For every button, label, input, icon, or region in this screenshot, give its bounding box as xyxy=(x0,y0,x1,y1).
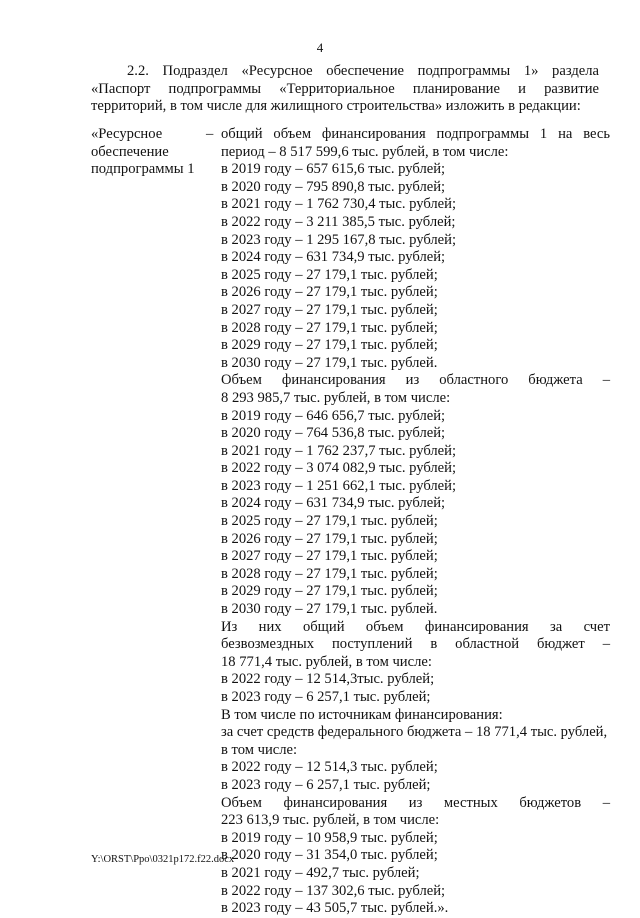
year-line: в 2030 году – 27 179,1 тыс. рублей. xyxy=(221,354,438,371)
federal-heading: в том числе: xyxy=(221,741,298,758)
total-years-list xyxy=(221,161,610,372)
year-line: в 2024 году – 631 734,9 тыс. рублей; xyxy=(221,249,446,266)
year-line: в 2019 году – 657 615,6 тыс. рублей; xyxy=(221,161,446,178)
year-line: в 2022 году – 12 514,3тыс. рублей; xyxy=(221,671,435,688)
year-line: в 2026 году – 27 179,1 тыс. рублей; xyxy=(221,530,438,547)
gratuitous-heading: Из них общий объем финансирования за счет xyxy=(221,618,610,635)
year-line: в 2023 году – 6 257,1 тыс. рублей; xyxy=(221,689,431,705)
year-line: в 2022 году – 3 074 082,9 тыс. рублей; xyxy=(221,460,457,477)
intro-line: территорий, в том числе для жилищного строительства» изложить в редакции: xyxy=(91,98,581,115)
year-line: в 2023 году – 1 295 167,8 тыс. рублей; xyxy=(221,231,457,248)
gratuitous-heading: безвозмездных поступлений в областной бюджет – xyxy=(221,636,610,653)
separator-dash: – xyxy=(206,126,214,142)
section-label xyxy=(91,126,203,179)
file-path-footer: Y:\ORST\Ppo\0321p172.f22.docx xyxy=(91,854,235,865)
label-line: обеспечение xyxy=(91,143,169,160)
intro-line: «Паспорт подпрограммы «Территориальное планирование и развитие xyxy=(91,80,599,97)
year-line: в 2023 году – 43 505,7 тыс. рублей.». xyxy=(221,900,449,917)
year-line: в 2022 году – 12 514,3 тыс. рублей; xyxy=(221,759,438,776)
local-heading: Объем финансирования из местных бюджетов – xyxy=(221,794,610,811)
label-line: подпрограммы 1 xyxy=(91,161,195,178)
year-line: в 2023 году – 6 257,1 тыс. рублей; xyxy=(221,776,431,793)
label-line: «Ресурсное xyxy=(91,126,163,142)
local-heading: 223 613,9 тыс. рублей, в том числе: xyxy=(221,812,440,829)
year-line: в 2023 году – 1 251 662,1 тыс. рублей; xyxy=(221,477,457,494)
year-line: в 2020 году – 764 536,8 тыс. рублей; xyxy=(221,425,446,442)
total-heading: период – 8 517 599,6 тыс. рублей, в том числе: xyxy=(221,143,509,160)
funding-content xyxy=(221,126,610,918)
sources-heading: В том числе по источникам финансирования: xyxy=(221,706,503,723)
year-line: в 2027 году – 27 179,1 тыс. рублей; xyxy=(221,301,438,318)
year-line: в 2024 году – 631 734,9 тыс. рублей; xyxy=(221,495,446,512)
total-heading: общий объем финансирования подпрограммы 1 на весь xyxy=(221,126,610,142)
year-line: в 2026 году – 27 179,1 тыс. рублей; xyxy=(221,284,438,301)
year-line: в 2028 году – 27 179,1 тыс. рублей; xyxy=(221,565,438,582)
year-line: в 2019 году – 10 958,9 тыс. рублей; xyxy=(221,829,438,846)
year-line: в 2022 году – 3 211 385,5 тыс. рублей; xyxy=(221,213,456,230)
year-line: в 2019 году – 646 656,7 тыс. рублей; xyxy=(221,407,446,424)
year-line: в 2021 году – 492,7 тыс. рублей; xyxy=(221,864,420,881)
intro-line: 2.2. Подраздел «Ресурсное обеспечение подпрограммы 1» раздела xyxy=(127,63,599,79)
federal-years-list xyxy=(221,759,610,794)
year-line: в 2020 году – 795 890,8 тыс. рублей; xyxy=(221,178,446,195)
year-line: в 2025 году – 27 179,1 тыс. рублей; xyxy=(221,513,438,530)
year-line: в 2021 году – 1 762 237,7 тыс. рублей; xyxy=(221,442,457,459)
year-line: в 2030 году – 27 179,1 тыс. рублей. xyxy=(221,601,438,618)
regional-heading: 8 293 985,7 тыс. рублей, в том числе: xyxy=(221,389,451,406)
year-line: в 2021 году – 1 762 730,4 тыс. рублей; xyxy=(221,196,457,213)
year-line: в 2029 году – 27 179,1 тыс. рублей; xyxy=(221,337,438,354)
year-line: в 2025 году – 27 179,1 тыс. рублей; xyxy=(221,266,438,283)
intro-paragraph xyxy=(91,63,599,116)
year-line: в 2022 году – 137 302,6 тыс. рублей; xyxy=(221,882,446,899)
year-line: в 2027 году – 27 179,1 тыс. рублей; xyxy=(221,548,438,565)
gratuitous-heading: 18 771,4 тыс. рублей, в том числе: xyxy=(221,653,432,670)
regional-years-list xyxy=(221,408,610,619)
year-line: в 2029 году – 27 179,1 тыс. рублей; xyxy=(221,583,438,600)
year-line: в 2020 году – 31 354,0 тыс. рублей; xyxy=(221,847,438,864)
gratuitous-years-list xyxy=(221,671,610,706)
regional-heading: Объем финансирования из областного бюджета – xyxy=(221,372,610,389)
year-line: в 2028 году – 27 179,1 тыс. рублей; xyxy=(221,319,438,336)
page-number: 4 xyxy=(316,40,324,55)
federal-heading: за счет средств федерального бюджета – 18 771,4 тыс. рублей, xyxy=(221,724,608,741)
